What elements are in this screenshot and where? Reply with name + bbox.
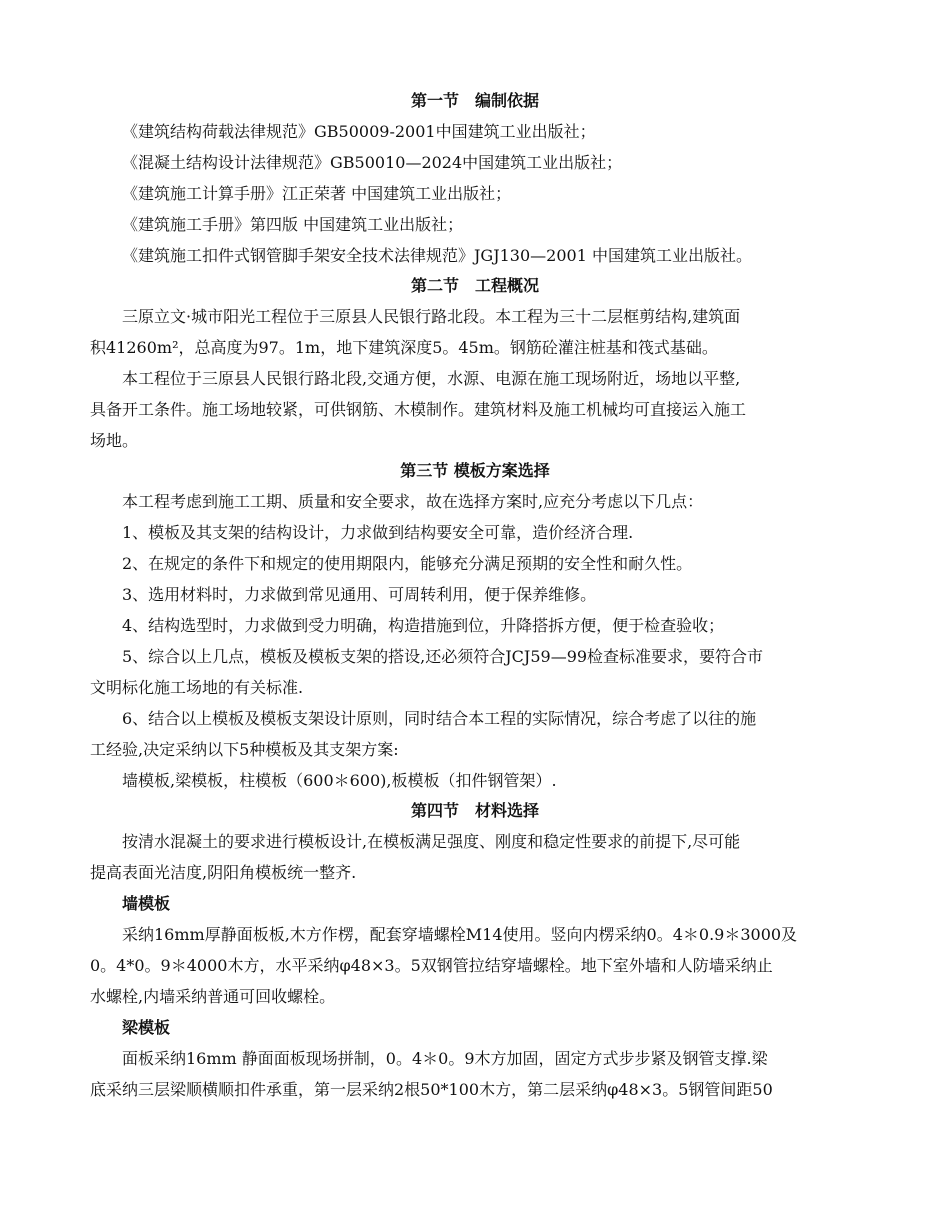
paragraph-line: 采纳16mm厚静面板板,木方作楞，配套穿墙螺栓M14使用。竖向内楞采纳0。4＊0.9＊3000及 xyxy=(122,925,798,944)
reference-line: 《建筑结构荷载法律规范》GB50009-2001中国建筑工业出版社； xyxy=(122,122,596,141)
paragraph-line: 水螺栓,内墙采纳普通可回收螺栓。 xyxy=(90,987,336,1006)
reference-line: 《建筑施工扣件式钢管脚手架安全技术法律规范》JGJ130—2001 中国建筑工业出版社。 xyxy=(122,246,752,265)
section-4-title: 第四节 材料选择 xyxy=(410,801,539,820)
list-item: 1、模板及其支架的结构设计，力求做到结构要安全可靠，造价经济合理. xyxy=(122,523,634,542)
paragraph-line: 面板采纳16mm 静面面板现场拼制，0。4＊0。9木方加固，固定方式步步紧及钢管支撑.梁 xyxy=(122,1049,768,1068)
paragraph-line: 本工程考虑到施工工期、质量和安全要求，故在选择方案时,应充分考虑以下几点： xyxy=(122,492,704,511)
reference-line: 《建筑施工计算手册》江正荣著 中国建筑工业出版社； xyxy=(122,184,512,203)
section-3-title: 第三节 模板方案选择 xyxy=(400,461,550,480)
list-item: 6、结合以上模板及模板支架设计原则，同时结合本工程的实际情况，综合考虑了以往的施 xyxy=(122,709,757,728)
paragraph-line: 底采纳三层梁顺横顺扣件承重，第一层采纳2根50*100木方，第二层采纳φ48×3。5钢管间距50 xyxy=(90,1080,773,1099)
reference-line: 《建筑施工手册》第四版 中国建筑工业出版社； xyxy=(122,215,464,234)
list-item: 3、选用材料时，力求做到常见通用、可周转利用，便于保养维修。 xyxy=(122,585,597,604)
paragraph-line: 三原立文·城市阳光工程位于三原县人民银行路北段。本工程为三十二层框剪结构,建筑面 xyxy=(122,307,741,326)
list-item-continued: 文明标化施工场地的有关标准. xyxy=(90,678,304,697)
list-item: 4、结构选型时，力求做到受力明确，构造措施到位，升降搭拆方便，便于检查验收； xyxy=(122,616,725,635)
document-page xyxy=(90,86,860,1105)
paragraph-line: 本工程位于三原县人民银行路北段,交通方便，水源、电源在施工现场附近，场地以平整, xyxy=(122,369,741,388)
paragraph-line: 具备开工条件。施工场地较紧，可供钢筋、木模制作。建筑材料及施工机械均可直接运入施工 xyxy=(90,400,747,419)
list-item: 2、在规定的条件下和规定的使用期限内，能够充分满足预期的安全性和耐久性。 xyxy=(122,554,693,573)
section-2-title: 第二节 工程概况 xyxy=(410,276,539,295)
paragraph-line: 提高表面光洁度,阴阳角模板统一整齐. xyxy=(90,863,357,882)
wall-formwork-heading: 墙模板 xyxy=(122,894,171,913)
paragraph-line: 墙模板,梁模板，柱模板（600＊600),板模板（扣件钢管架）. xyxy=(122,771,557,790)
section-1-title: 第一节 编制依据 xyxy=(410,91,539,110)
reference-line: 《混凝土结构设计法律规范》GB50010—2024中国建筑工业出版社； xyxy=(122,153,623,172)
paragraph-line: 积41260m²，总高度为97。1m，地下建筑深度5。45m。钢筋砼灌注桩基和筏式基础。 xyxy=(90,338,718,357)
paragraph-line: 0。4*0。9＊4000木方，水平采纳φ48×3。5双钢管拉结穿墙螺栓。地下室外墙和人防墙采纳止 xyxy=(90,956,773,975)
paragraph-line: 场地。 xyxy=(90,431,139,450)
list-item: 5、综合以上几点，模板及模板支架的搭设,还必须符合JCJ59—99检查标准要求，要符合市 xyxy=(122,647,764,666)
paragraph-line: 按清水混凝土的要求进行模板设计,在模板满足强度、刚度和稳定性要求的前提下,尽可能 xyxy=(122,832,741,851)
beam-formwork-heading: 梁模板 xyxy=(122,1018,171,1037)
list-item-continued: 工经验,决定采纳以下5种模板及其支架方案: xyxy=(90,740,399,759)
